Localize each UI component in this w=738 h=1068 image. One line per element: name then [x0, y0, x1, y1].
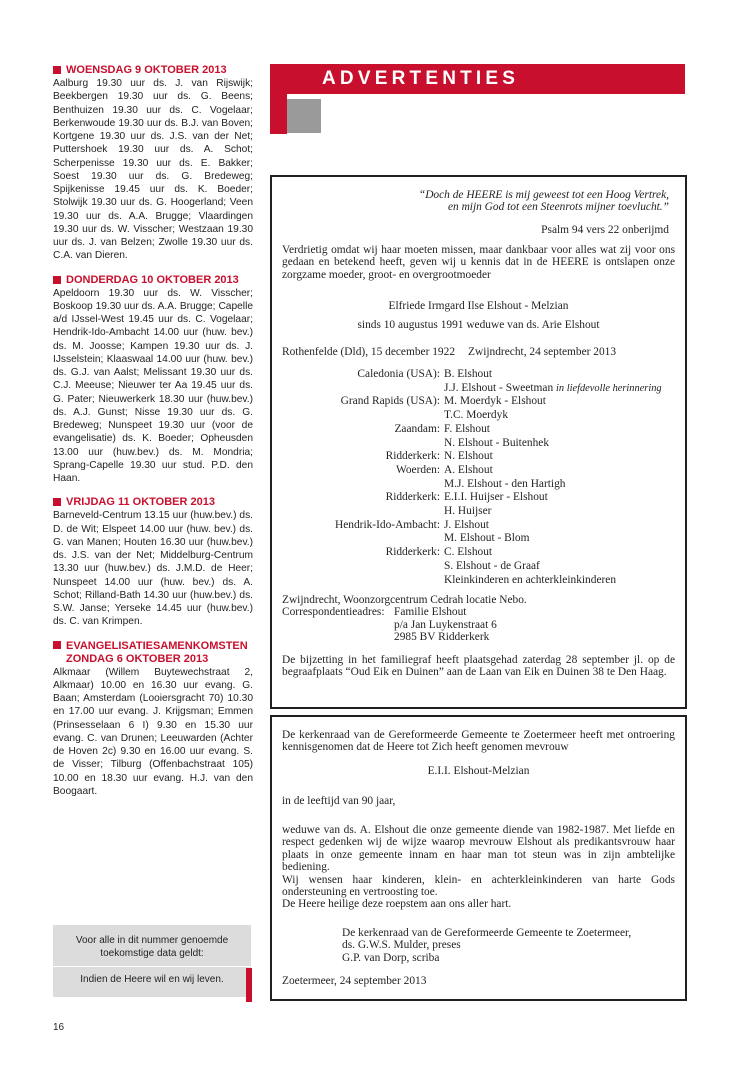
notice-date: Zoetermeer, 24 september 2013: [282, 975, 427, 987]
family-row: T.C. Moerdyk: [444, 409, 509, 422]
agenda-text: Barneveld-Centrum 13.15 uur (huw.bev.) ds. D. de Wit; Elspeet 14.00 uur (huw. bev.) ds. G. van Manen; Houten 16.30 uur (huw.bev.) ds. J.S. van der Net; Middelburg-Centrum 13.30 uur (huw.bev.) ds. J.M.D. de Heer; Nunspeet 14.00 uur (huw. bev.) ds. A. Schot; Rilland-Bath 14.30 uur (huw.bev.) ds. S.W. Janse; Yerseke 14.45 uur (huw.bev.) ds. C. van Krimpen.: [53, 510, 253, 628]
widow-line: sinds 10 augustus 1991 weduwe van ds. Arie Elshout: [357, 319, 600, 331]
agenda-section-wednesday: [53, 64, 253, 263]
family-row: J.J. Elshout - Sweetman in liefdevolle herinnering: [444, 381, 662, 394]
bullet-square-icon: [53, 66, 61, 74]
family-row: H. Huijser: [444, 505, 492, 518]
burial-notice: De bijzetting in het familiegraf heeft plaatsgehad zaterdag 28 september jl. op de begraafplaats “Oud Eik en Duinen” aan de Laan van Eik en Duinen 38 te Den Haag.: [282, 654, 675, 679]
agenda-heading: DONDERDAG 10 OKTOBER 2013: [53, 274, 253, 287]
obituary-church-notice: [270, 715, 687, 1001]
correspondence-name: Familie Elshout: [394, 606, 467, 619]
residence-line: Zwijndrecht, Woonzorgcentrum Cedrah locatie Nebo.: [282, 594, 527, 606]
family-row: M. Elshout - Blom: [444, 532, 530, 545]
correspondence-block: [282, 594, 675, 644]
page-number: 16: [53, 1022, 65, 1033]
family-row: Hendrik-Ido-Ambacht: J. Elshout: [334, 518, 489, 531]
birth-info: Rothenfelde (Dld), 15 december 1922: [282, 346, 456, 358]
agenda-text: Apeldoorn 19.30 uur ds. W. Visscher; Boskoop 19.30 uur ds. A.A. Brugge; Capelle a/d IJssel-West 19.45 uur ds. C. Vogelaar; Hendrik-Ido-Ambacht 14.00 uur (huw. bev.) ds. M. Joosse; Kampen 19.30 uur ds. J. IJsselstein; Klaaswaal 14.00 uur (huw. bev.) ds. G.J. van Aalst; Melissant 19.30 uur ds. C.J. Meeuse; Nieuwer ter Aa 19.45 uur ds. G. Pater; Nieuwerkerk 18.30 uur (huw.bev.) ds. A.J. Gunst; Nisse 19.30 uur ds. G. Bredeweg; Nunspeet 19.30 uur (voor de evangelisatie) ds. K. Boeder; Opheusden 13.00 uur (huw.bev.) ds. M. Mondria; Sprang-Capelle 19.30 uur stud. P.D. den Haan.: [53, 287, 253, 484]
family-row: S. Elshout - de Graaf: [444, 559, 540, 572]
birth-death-line: [282, 346, 675, 358]
deceased-name: E.I.I. Elshout-Melzian: [427, 765, 530, 777]
accent-bar: [246, 968, 252, 1002]
family-row: Caledonia (USA): B. Elshout: [357, 368, 493, 380]
header-decor-gray: [287, 99, 321, 133]
notice-body: weduwe van ds. A. Elshout die onze gemeente diende van 1982-1987. Met liefde en respect gedenken wij de wijze waarop mevrouw Elshout als predikantsvrouw haar plaats in onze gemeente innam en haar man tot steun was in zijn ambtelijke bediening. Wij wensen haar kinderen, klein- en achterkleinkinderen van harte Gods ondersteuning en vertroosting toe. De Heere heilige deze roepstem aan ons aller hart.: [282, 824, 675, 911]
divider: [53, 966, 251, 967]
bible-quote: “Doch de HEERE is mij geweest tot een Hoog Vertrek, en mijn God tot een Steenrots mijner toevlucht.”: [418, 189, 669, 214]
header-decor-red: [270, 94, 287, 134]
bullet-square-icon: [53, 276, 61, 284]
agenda-section-thursday: [53, 274, 253, 486]
age-line: in de leeftijd van 90 jaar,: [282, 795, 396, 807]
family-row: Ridderkerk: C. Elshout: [385, 546, 493, 559]
family-row: Woerden: A. Elshout: [396, 463, 493, 476]
agenda-section-friday: [53, 496, 253, 628]
notice-intro: Verdrietig omdat wij haar moeten missen, maar dankbaar voor alles wat zij voor ons gedaan en betekend heeft, geven wij u kennis dat in de HEERE is ontslapen onze zorgzame moeder, groot- en overgrootmoeder: [282, 244, 675, 281]
correspondence-street: p/a Jan Luykenstraat 6: [394, 618, 497, 631]
agenda-text: Alkmaar (Willem Buytewechstraat 2, Alkmaar) 10.00 en 16.30 uur evang. G. Baan; Amsterdam (Looiersgracht 70) 10.30 en 17.00 uur evang. J. Krijgsman; Emmen (Prinsesselaan 6 I) 9.30 en 15.30 uur evang. C. van Drunen; Leeuwarden (Achter de Hoven 2c) 9.30 en 16.00 uur evang. S. de Visser; Tilburg (Offenbachstraat 105) 10.00 en 18.30 uur evang. H.J. van den Boogaart.: [53, 666, 253, 797]
family-row: N. Elshout - Buitenhek: [444, 436, 550, 449]
signature-block: De kerkenraad van de Gereformeerde Gemeente te Zoetermeer, ds. G.W.S. Mulder, preses G.P. van Dorp, scriba: [342, 927, 632, 964]
disclaimer-line: toekomstige data geldt:: [100, 948, 204, 959]
family-row: Ridderkerk: E.I.I. Huijser - Elshout: [385, 491, 548, 504]
agenda-section-evangelisation: [53, 640, 253, 799]
bullet-square-icon: [53, 641, 61, 649]
family-row: Grand Rapids (USA): M. Moerdyk - Elshout: [340, 395, 546, 408]
agenda-heading: EVANGELISATIESAMENKOMSTEN ZONDAG 6 OKTOBER 2013: [53, 640, 253, 666]
section-title: ADVERTENTIES: [322, 68, 520, 89]
agenda-heading: VRIJDAG 11 OKTOBER 2013: [53, 496, 253, 509]
death-info: Zwijndrecht, 24 september 2013: [468, 346, 617, 358]
disclaimer-line: Indien de Heere wil en wij leven.: [80, 974, 224, 985]
bible-reference: Psalm 94 vers 22 onberijmd: [541, 224, 669, 236]
obituary-family-notice: [270, 175, 687, 709]
family-list: [282, 368, 675, 587]
deceased-name: Elfriede Irmgard Ilse Elshout - Melzian: [388, 300, 569, 312]
bullet-square-icon: [53, 498, 61, 506]
date-disclaimer-box: [53, 925, 251, 997]
family-row: Zaandam: F. Elshout: [394, 422, 490, 435]
agenda-text: Aalburg 19.30 uur ds. J. van Rijswijk; Beekbergen 19.30 uur ds. G. Beens; Benthuizen 19.30 uur ds. C. Vogelaar; Berkenwoude 19.30 uur ds. B.J. van Boven; Kortgene 19.30 uur ds. J.S. van der Net; Puttershoek 19.30 uur ds. A. Schot; Scherpenisse 19.30 uur ds. E. Bakker; Soest 19.30 uur ds. G. Bredeweg; Spijkenisse 19.45 uur ds. K. Boeder; Stolwijk 19.30 uur ds. G. Hoogerland; Veen 19.30 uur ds. A.A. Brugge; Vlaardingen 19.30 uur ds. W. Visscher; Westzaan 19.30 uur ds. J. van Belzen; Zwolle 19.30 uur ds. C.A. van Dieren.: [53, 78, 253, 262]
disclaimer-line: Voor alle in dit nummer genoemde: [75, 935, 229, 946]
agenda-heading: WOENSDAG 9 OKTOBER 2013: [53, 64, 253, 77]
notice-intro: De kerkenraad van de Gereformeerde Gemeente te Zoetermeer heeft met ontroering kennisgenomen dat de Heere tot Zich heeft genomen mevrouw: [282, 729, 675, 754]
church-agenda: [53, 64, 253, 809]
family-row: M.J. Elshout - den Hartigh: [444, 477, 566, 490]
family-row: Ridderkerk: N. Elshout: [385, 450, 493, 463]
correspondence-city: 2985 BV Ridderkerk: [394, 631, 490, 644]
family-row: Kleinkinderen en achterkleinkinderen: [444, 573, 617, 586]
correspondence-label: Correspondentieadres:: [282, 606, 385, 619]
